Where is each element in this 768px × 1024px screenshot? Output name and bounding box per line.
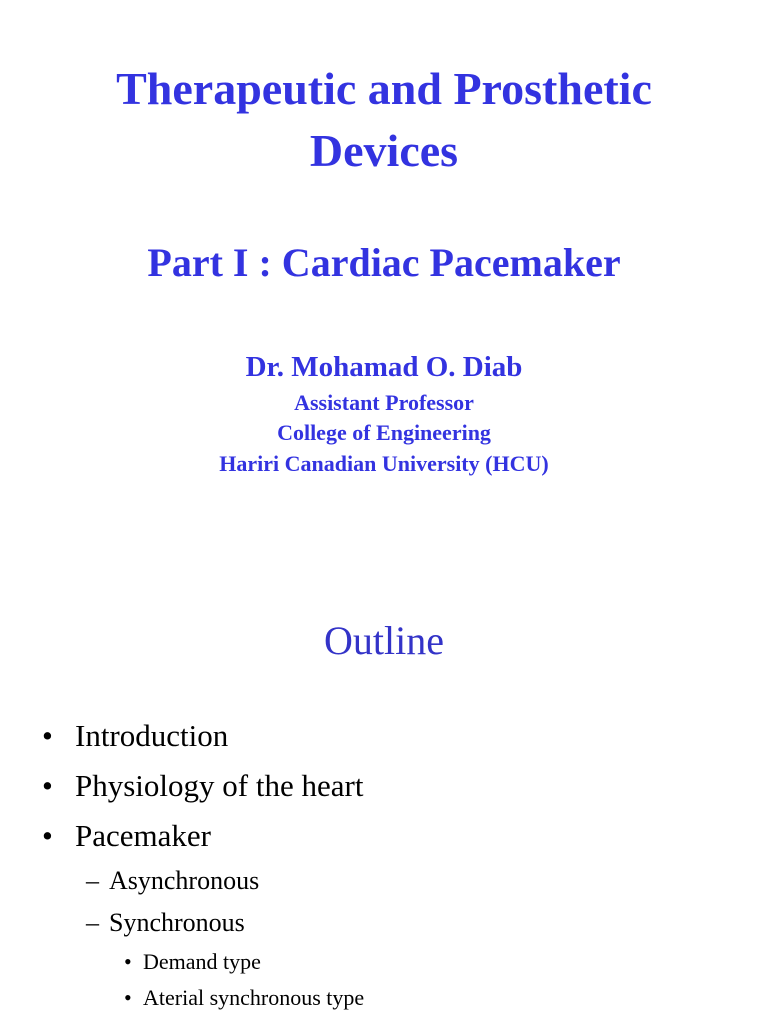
slide-title-line-1: Therapeutic and Prosthetic [116,63,652,114]
outline-heading: Outline [324,618,444,663]
outline-subsubitem-text: Aterial synchronous type [143,985,365,1010]
dash-mark: – [86,908,99,937]
author-position: Assistant Professor [294,390,474,415]
outline-subitem-text: Synchronous [109,908,245,937]
bullet-mark: • [124,985,132,1010]
bullet-mark: • [42,818,53,853]
slide-title [0,58,768,182]
author-university: Hariri Canadian University (HCU) [219,451,549,476]
bullet-mark: • [42,768,53,803]
outline-slide [0,580,768,1024]
bullet-mark: • [42,718,53,753]
outline-item-text: Physiology of the heart [75,768,364,803]
bullet-mark: • [124,949,132,974]
outline-subsubitem-text: Demand type [143,949,261,974]
part-title: Part I : Cardiac Pacemaker [147,240,621,285]
outline-item-text: Introduction [75,718,229,753]
author-college: College of Engineering [277,420,491,445]
outline-subitem-text: Asynchronous [109,866,260,895]
slide-title-line-2: Devices [309,125,459,176]
outline-item-text: Pacemaker [75,818,211,853]
author-name: Dr. Mohamad O. Diab [245,351,523,383]
dash-mark: – [86,866,99,895]
